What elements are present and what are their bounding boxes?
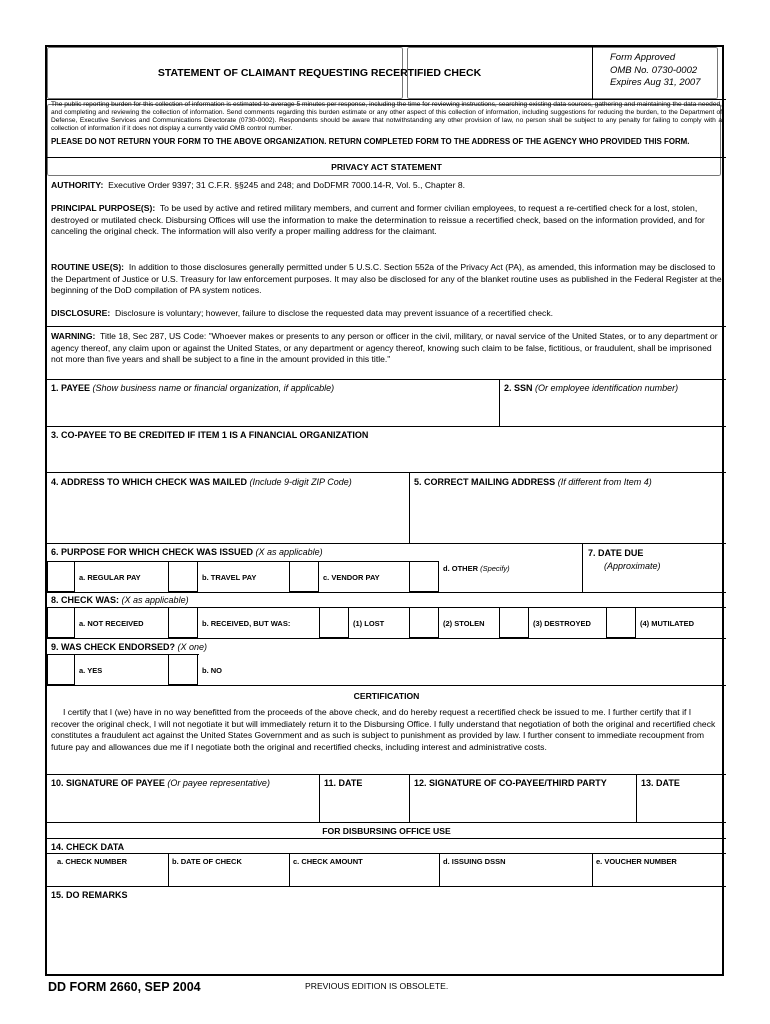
routine-use-section [51, 262, 722, 297]
purpose-text: To be used by active and retired military members, and current and former civilian employees, to request a re-certified check for a lost, stolen, destroyed or mutilated check. Disbursing Offices will use the information to make the determination to reissue a recertified check, based on the information provided, and for canceling the original check. The information will also verify a proper mailing address for the claimant. [51, 203, 705, 236]
stolen-label: (2) STOLEN [443, 619, 485, 628]
check-amount-label: c. CHECK AMOUNT [293, 857, 363, 866]
other-checkbox[interactable] [409, 561, 439, 592]
ssn-label: 2. SSN (Or employee identification number) [504, 383, 679, 393]
approval-line: OMB No. 0730-0002 [610, 64, 698, 76]
date-11-label: 11. DATE [324, 778, 363, 788]
vendor-pay-label: c. VENDOR PAY [323, 573, 380, 582]
check-number-label: a. CHECK NUMBER [57, 857, 128, 866]
endorsed-no-label: b. NO [202, 666, 222, 675]
purpose-label: 6. PURPOSE FOR WHICH CHECK WAS ISSUED (X as applicable) [51, 547, 323, 557]
date-of-check-label: b. DATE OF CHECK [172, 857, 242, 866]
issuing-dssn-label: d. ISSUING DSSN [443, 857, 506, 866]
payee-label: 1. PAYEE (Show business name or financial organization, if applicable) [51, 383, 335, 393]
mutilated-label: (4) MUTILATED [640, 619, 695, 628]
approval-line: Form Approved [610, 52, 676, 63]
check-amount-input[interactable] [293, 869, 433, 883]
form-id: DD FORM 2660, SEP 2004 [48, 980, 201, 994]
privacy-title: PRIVACY ACT STATEMENT [331, 162, 442, 172]
vendor-pay-checkbox[interactable] [289, 561, 319, 592]
issuing-dssn-input[interactable] [443, 869, 588, 883]
purpose-label: PRINCIPAL PURPOSE(S): [51, 203, 156, 213]
endorsed-yes-checkbox[interactable] [47, 654, 75, 685]
stolen-checkbox[interactable] [409, 607, 439, 638]
payee-signature-label: 10. SIGNATURE OF PAYEE (Or payee representative) [51, 778, 270, 788]
warning-text: Title 18, Sec 287, US Code: "Whoever makes or presents to any person or officer in the civil, military, or naval service of the United States, or to any department or agency thereof, any claim upon or against the United States, or any department or agency thereof, knowing such claim to be false, fictitious, or fraudulent, shall be imprisoned not more than five years and shall be subject to a fine in the amount provided in this title." [51, 331, 718, 364]
copayee-input[interactable] [51, 445, 719, 469]
date-of-check-input[interactable] [172, 869, 284, 883]
date-13-label: 13. DATE [641, 778, 680, 788]
destroyed-checkbox[interactable] [499, 607, 529, 638]
authority-section [51, 180, 722, 192]
mailing-address-label: 4. ADDRESS TO WHICH CHECK WAS MAILED (Include 9-digit ZIP Code) [51, 477, 352, 487]
check-was-label: 8. CHECK WAS: (X as applicable) [51, 595, 189, 605]
travel-pay-label: b. TRAVEL PAY [202, 573, 257, 582]
date-due-label: 7. DATE DUE (Approximate) [588, 548, 661, 571]
return-notice: PLEASE DO NOT RETURN YOUR FORM TO THE ABOVE ORGANIZATION. RETURN COMPLETED FORM TO THE ADDRESS OF THE AGENCY WHO PROVIDED THIS FORM. [51, 137, 690, 146]
routine-label: ROUTINE USE(S): [51, 262, 125, 272]
certification-text: I certify that I (we) have in no way benefitted from the proceeds of the above check, and do hereby request a recertified check be issued to me. I further certify that if I recover the original check, I will not negotiate it but will immediately return it to the Disbursing Office. I fully understand that negotiation of both the original and recertified check constitutes a fraudulent act against the United States Government and as such is subject to punishment as provided by law. I further consent to immediate recoupment from future pay and allowances due me if I negotiate both the original and recertified checks, including interest and administrative costs. [51, 707, 716, 752]
warning-label: WARNING: [51, 331, 96, 341]
regular-pay-checkbox[interactable] [47, 561, 75, 592]
routine-text: In addition to those disclosures generally permitted under 5 U.S.C. Section 552a of the Privacy Act (PA), as amended, this information may be disclosed to the Department of Justice or U.S. Treasury for law enforcement purposes. It may also be disclosed for any of the blanket routine uses as published in the Federal Register at the beginning of the DoD compilation of PA system notices. [51, 262, 722, 295]
lost-label: (1) LOST [353, 619, 385, 628]
travel-pay-checkbox[interactable] [168, 561, 198, 592]
check-number-input[interactable] [51, 869, 163, 883]
check-data-label: 14. CHECK DATA [51, 842, 125, 852]
approval-line: Expires Aug 31, 2007 [610, 77, 701, 88]
payee-signature-field[interactable] [51, 791, 315, 819]
date-11-input[interactable] [324, 793, 404, 817]
copayee-label: 3. CO-PAYEE TO BE CREDITED IF ITEM 1 IS A FINANCIAL ORGANIZATION [51, 430, 369, 440]
regular-pay-label: a. REGULAR PAY [79, 573, 141, 582]
not-received-label: a. NOT RECEIVED [79, 619, 144, 628]
endorsed-label: 9. WAS CHECK ENDORSED? (X one) [51, 642, 208, 652]
voucher-number-label: e. VOUCHER NUMBER [596, 857, 677, 866]
omb-approval [610, 52, 701, 90]
copayee-signature-label: 12. SIGNATURE OF CO-PAYEE/THIRD PARTY [414, 778, 607, 788]
disclosure-text: Disclosure is voluntary; however, failure to disclose the requested data may prevent issuance of a recertified check. [115, 308, 554, 318]
ssn-input[interactable] [504, 399, 720, 423]
disbursing-title: FOR DISBURSING OFFICE USE [322, 826, 451, 836]
other-specify-input[interactable] [443, 576, 577, 589]
received-checkbox[interactable] [168, 607, 198, 638]
burden-statement: The public reporting burden for this collection of information is estimated to average 5 minutes per response, including the time for reviewing instructions, searching existing data sources, gathering and maintaining the data needed, and completing and reviewing the collection of information. Send comments regarding this burden estimate or any other aspect of this collection of information, including suggestions for reducing the burden, to the Department of Defense, Executive Services and Communications Directorate (0730-0002). Respondents should be aware that notwithstanding any other provision of law, no person shall be subject to any penalty for failing to comply with a collection of information if it does not display a currently valid OMB control number. [51, 101, 722, 132]
received-label: b. RECEIVED, BUT WAS: [202, 619, 291, 628]
purpose-section [51, 203, 722, 238]
endorsed-no-checkbox[interactable] [168, 654, 198, 685]
date-13-input[interactable] [641, 793, 720, 817]
edition-notice: PREVIOUS EDITION IS OBSOLETE. [305, 981, 449, 991]
disclosure-label: DISCLOSURE: [51, 308, 111, 318]
copayee-signature-field[interactable] [414, 791, 632, 819]
date-due-input[interactable] [588, 574, 720, 589]
form-title: STATEMENT OF CLAIMANT REQUESTING RECERTIFIED CHECK [157, 67, 482, 79]
warning-section [51, 331, 722, 366]
endorsed-yes-label: a. YES [79, 666, 103, 675]
form-frame [45, 45, 724, 976]
authority-label: AUTHORITY: [51, 180, 104, 190]
other-label: d. OTHER (Specify) [443, 564, 510, 573]
correct-address-label: 5. CORRECT MAILING ADDRESS (If different from Item 4) [414, 477, 652, 487]
remarks-label: 15. DO REMARKS [51, 890, 128, 900]
voucher-number-input[interactable] [596, 869, 720, 883]
authority-text: Executive Order 9397; 31 C.F.R. §§245 and 248; and DoDFMR 7000.14-R, Vol. 5., Chapter 8. [108, 180, 465, 190]
destroyed-label: (3) DESTROYED [533, 619, 591, 628]
disclosure-section [51, 308, 722, 320]
not-received-checkbox[interactable] [47, 607, 75, 638]
lost-checkbox[interactable] [319, 607, 349, 638]
payee-input[interactable] [51, 399, 491, 423]
mutilated-checkbox[interactable] [606, 607, 636, 638]
certification-title: CERTIFICATION [353, 691, 420, 701]
